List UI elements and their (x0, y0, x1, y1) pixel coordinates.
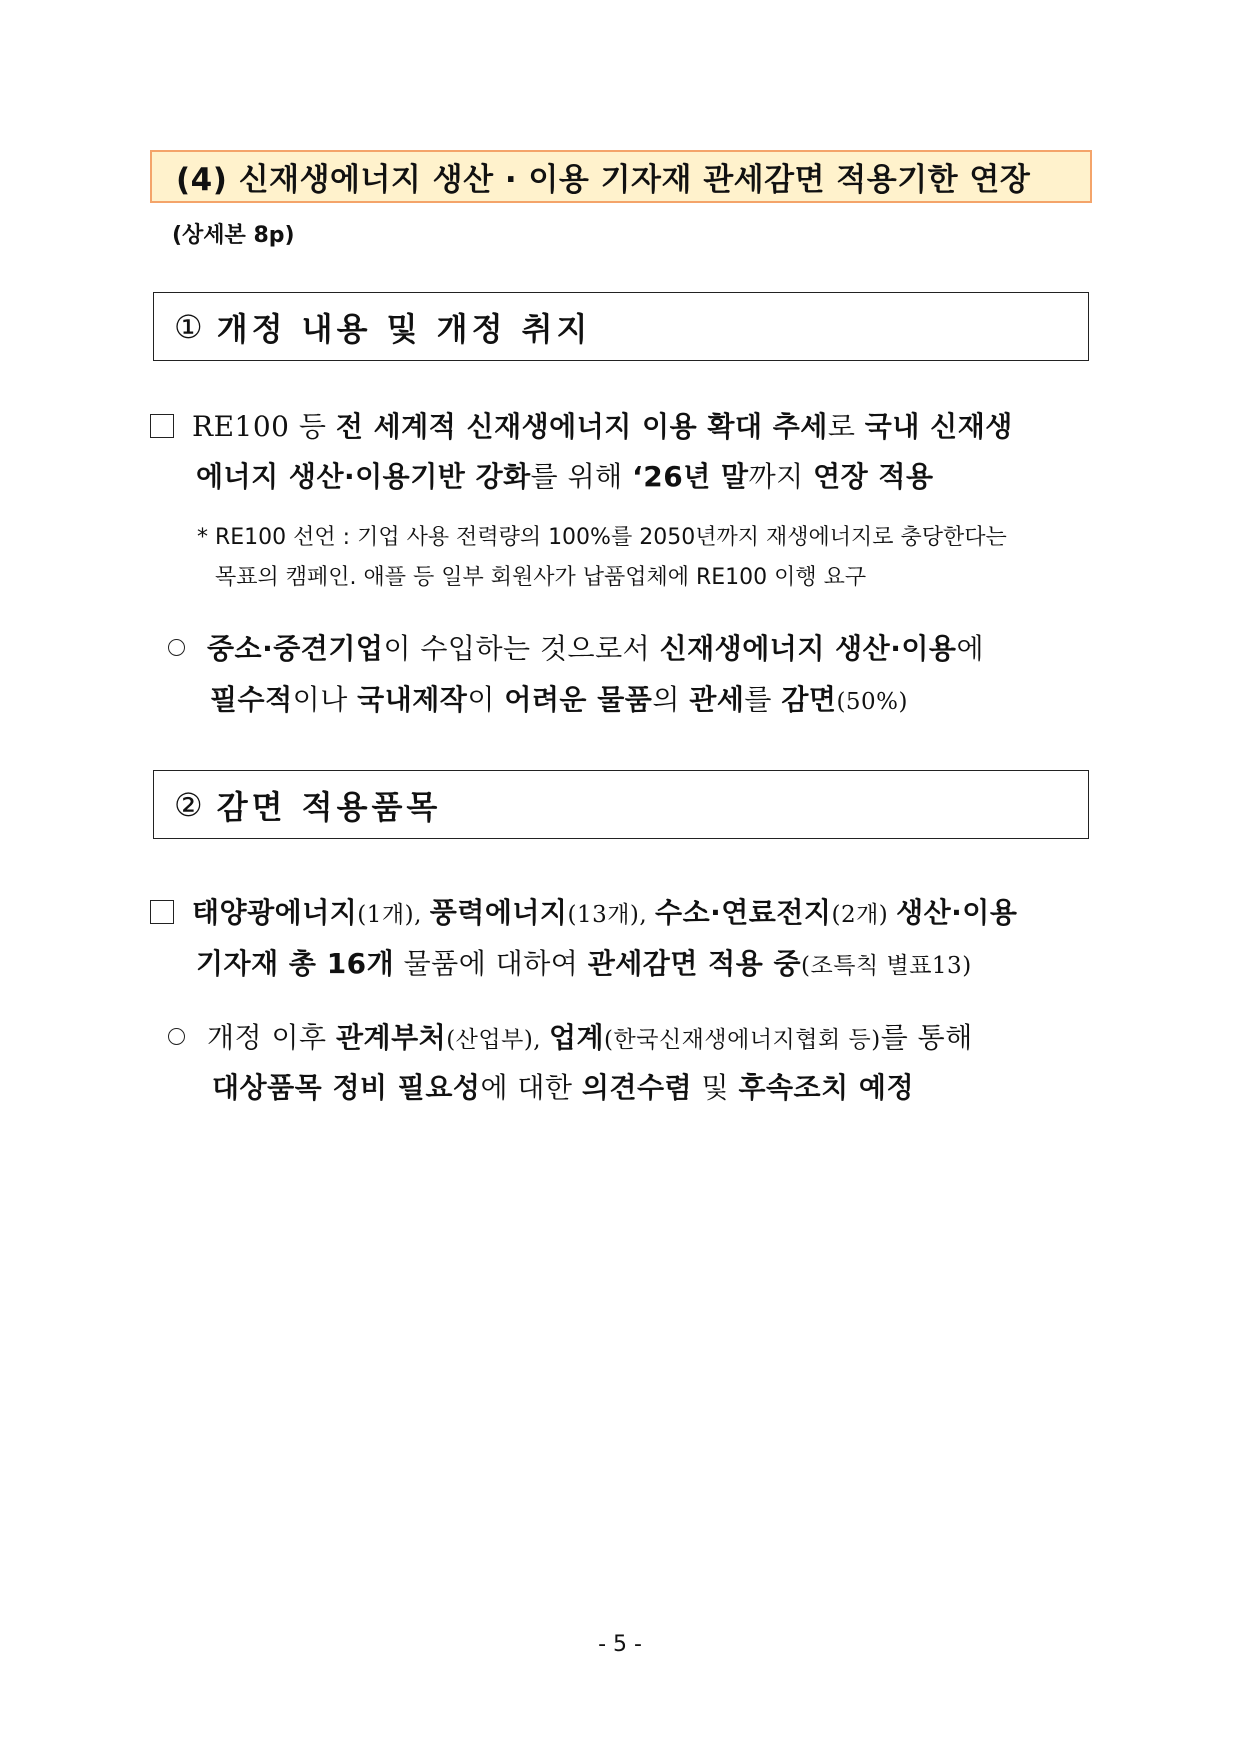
text-run: 연장 적용 (813, 460, 934, 493)
rich-line (196, 947, 972, 980)
text-run: 대상품목 정비 필요성 (212, 1071, 481, 1104)
text-run: 기자재 총 16개 (196, 947, 395, 980)
circle-bullet-icon (168, 639, 185, 656)
text-run: 및 (692, 1071, 739, 1104)
text-run: 를 (744, 683, 782, 716)
rich-line (207, 632, 984, 665)
sub-bullet-line (210, 675, 908, 727)
text-run: 관계부처 (336, 1021, 447, 1054)
sub-bullet-line (168, 1013, 973, 1065)
text-run: 관세 (689, 683, 745, 716)
text-run: 신재생에너지 생산·이용 (659, 632, 957, 665)
main-bullet-line (196, 939, 972, 991)
text-run: ‘26년 말 (632, 460, 749, 493)
text-run: 의 (652, 683, 690, 716)
text-run: (한국신재생에너지협회 등) (604, 1027, 881, 1053)
text-run: 국내 신재생 (864, 410, 1013, 443)
rich-line (192, 410, 1013, 443)
text-run: 관세감면 적용 중 (587, 947, 802, 980)
text-run: (2개) (831, 902, 897, 928)
text-run: 필수적 (210, 683, 293, 716)
text-run: 수소·연료전지 (655, 896, 832, 929)
text-run: (조특칙 별표13) (801, 953, 972, 979)
section-title-bar (150, 150, 1092, 203)
text-run: 업계 (548, 1021, 605, 1054)
main-bullet-line (150, 888, 1017, 940)
text-run: 에 대한 (480, 1071, 582, 1104)
circled-number: ① (174, 307, 203, 346)
text-run: 로 (827, 410, 865, 443)
square-bullet-icon (150, 414, 174, 438)
text-run: 중소·중견기업 (207, 632, 384, 665)
circled-number: ② (174, 785, 203, 824)
text-run: 생산·이용 (896, 896, 1018, 929)
text-run: 태양광에너지 (192, 896, 358, 929)
text-run: 의견수렴 (581, 1071, 693, 1104)
text-run: 풍력에너지 (429, 896, 568, 929)
main-bullet-line (196, 452, 934, 502)
footnote-line: * RE100 선언 : 기업 사용 전력량의 100%를 2050년까지 재생에너지로 충당한다는 (197, 525, 1007, 550)
rich-line (196, 460, 934, 493)
reference-note: (상세본 8p) (172, 223, 295, 248)
text-run: 어려운 물품 (504, 683, 653, 716)
text-run: 전 세계적 신재생에너지 이용 확대 추세 (335, 410, 828, 443)
text-run: 이 수입하는 것으로서 (383, 632, 660, 665)
circle-bullet-icon (168, 1028, 185, 1045)
text-run: 국내제작 (357, 683, 468, 716)
text-run: (산업부), (446, 1027, 549, 1053)
text-run: 후속조치 예정 (738, 1071, 914, 1104)
text-run: (13개), (567, 902, 656, 928)
text-run: 이나 (292, 683, 358, 716)
text-run: 감면 (781, 683, 837, 716)
text-run: 에 (956, 632, 985, 665)
subsection-heading-box (153, 292, 1089, 361)
section-title: (4) 신재생에너지 생산 · 이용 기자재 관세감면 적용기한 연장 (176, 162, 1031, 198)
text-run: 를 위해 (530, 460, 633, 493)
text-run: 까지 (748, 460, 814, 493)
square-bullet-icon (150, 900, 174, 924)
text-run: (1개), (357, 902, 430, 928)
text-run: 물품에 대하여 (394, 947, 588, 980)
subsection-heading: 개정 내용 및 개정 취지 (216, 309, 592, 348)
rich-line (212, 1071, 914, 1104)
text-run: RE100 등 (192, 410, 336, 443)
text-run: 개정 이후 (207, 1021, 336, 1054)
main-bullet-line (150, 402, 1013, 452)
text-run: (50%) (836, 689, 909, 715)
text-run: 에너지 생산·이용기반 강화 (196, 460, 531, 493)
rich-line (210, 683, 908, 716)
sub-bullet-line (212, 1063, 914, 1113)
sub-bullet-line (168, 624, 984, 674)
text-run: 를 통해 (880, 1021, 973, 1054)
footnote-line: 목표의 캠페인. 애플 등 일부 회원사가 납품업체에 RE100 이행 요구 (215, 565, 867, 590)
rich-line (207, 1021, 973, 1054)
subsection-heading-box (153, 770, 1089, 839)
rich-line (192, 896, 1017, 929)
subsection-heading: 감면 적용품목 (216, 787, 442, 826)
text-run: 이 (467, 683, 505, 716)
page-number: - 5 - (598, 1632, 642, 1657)
